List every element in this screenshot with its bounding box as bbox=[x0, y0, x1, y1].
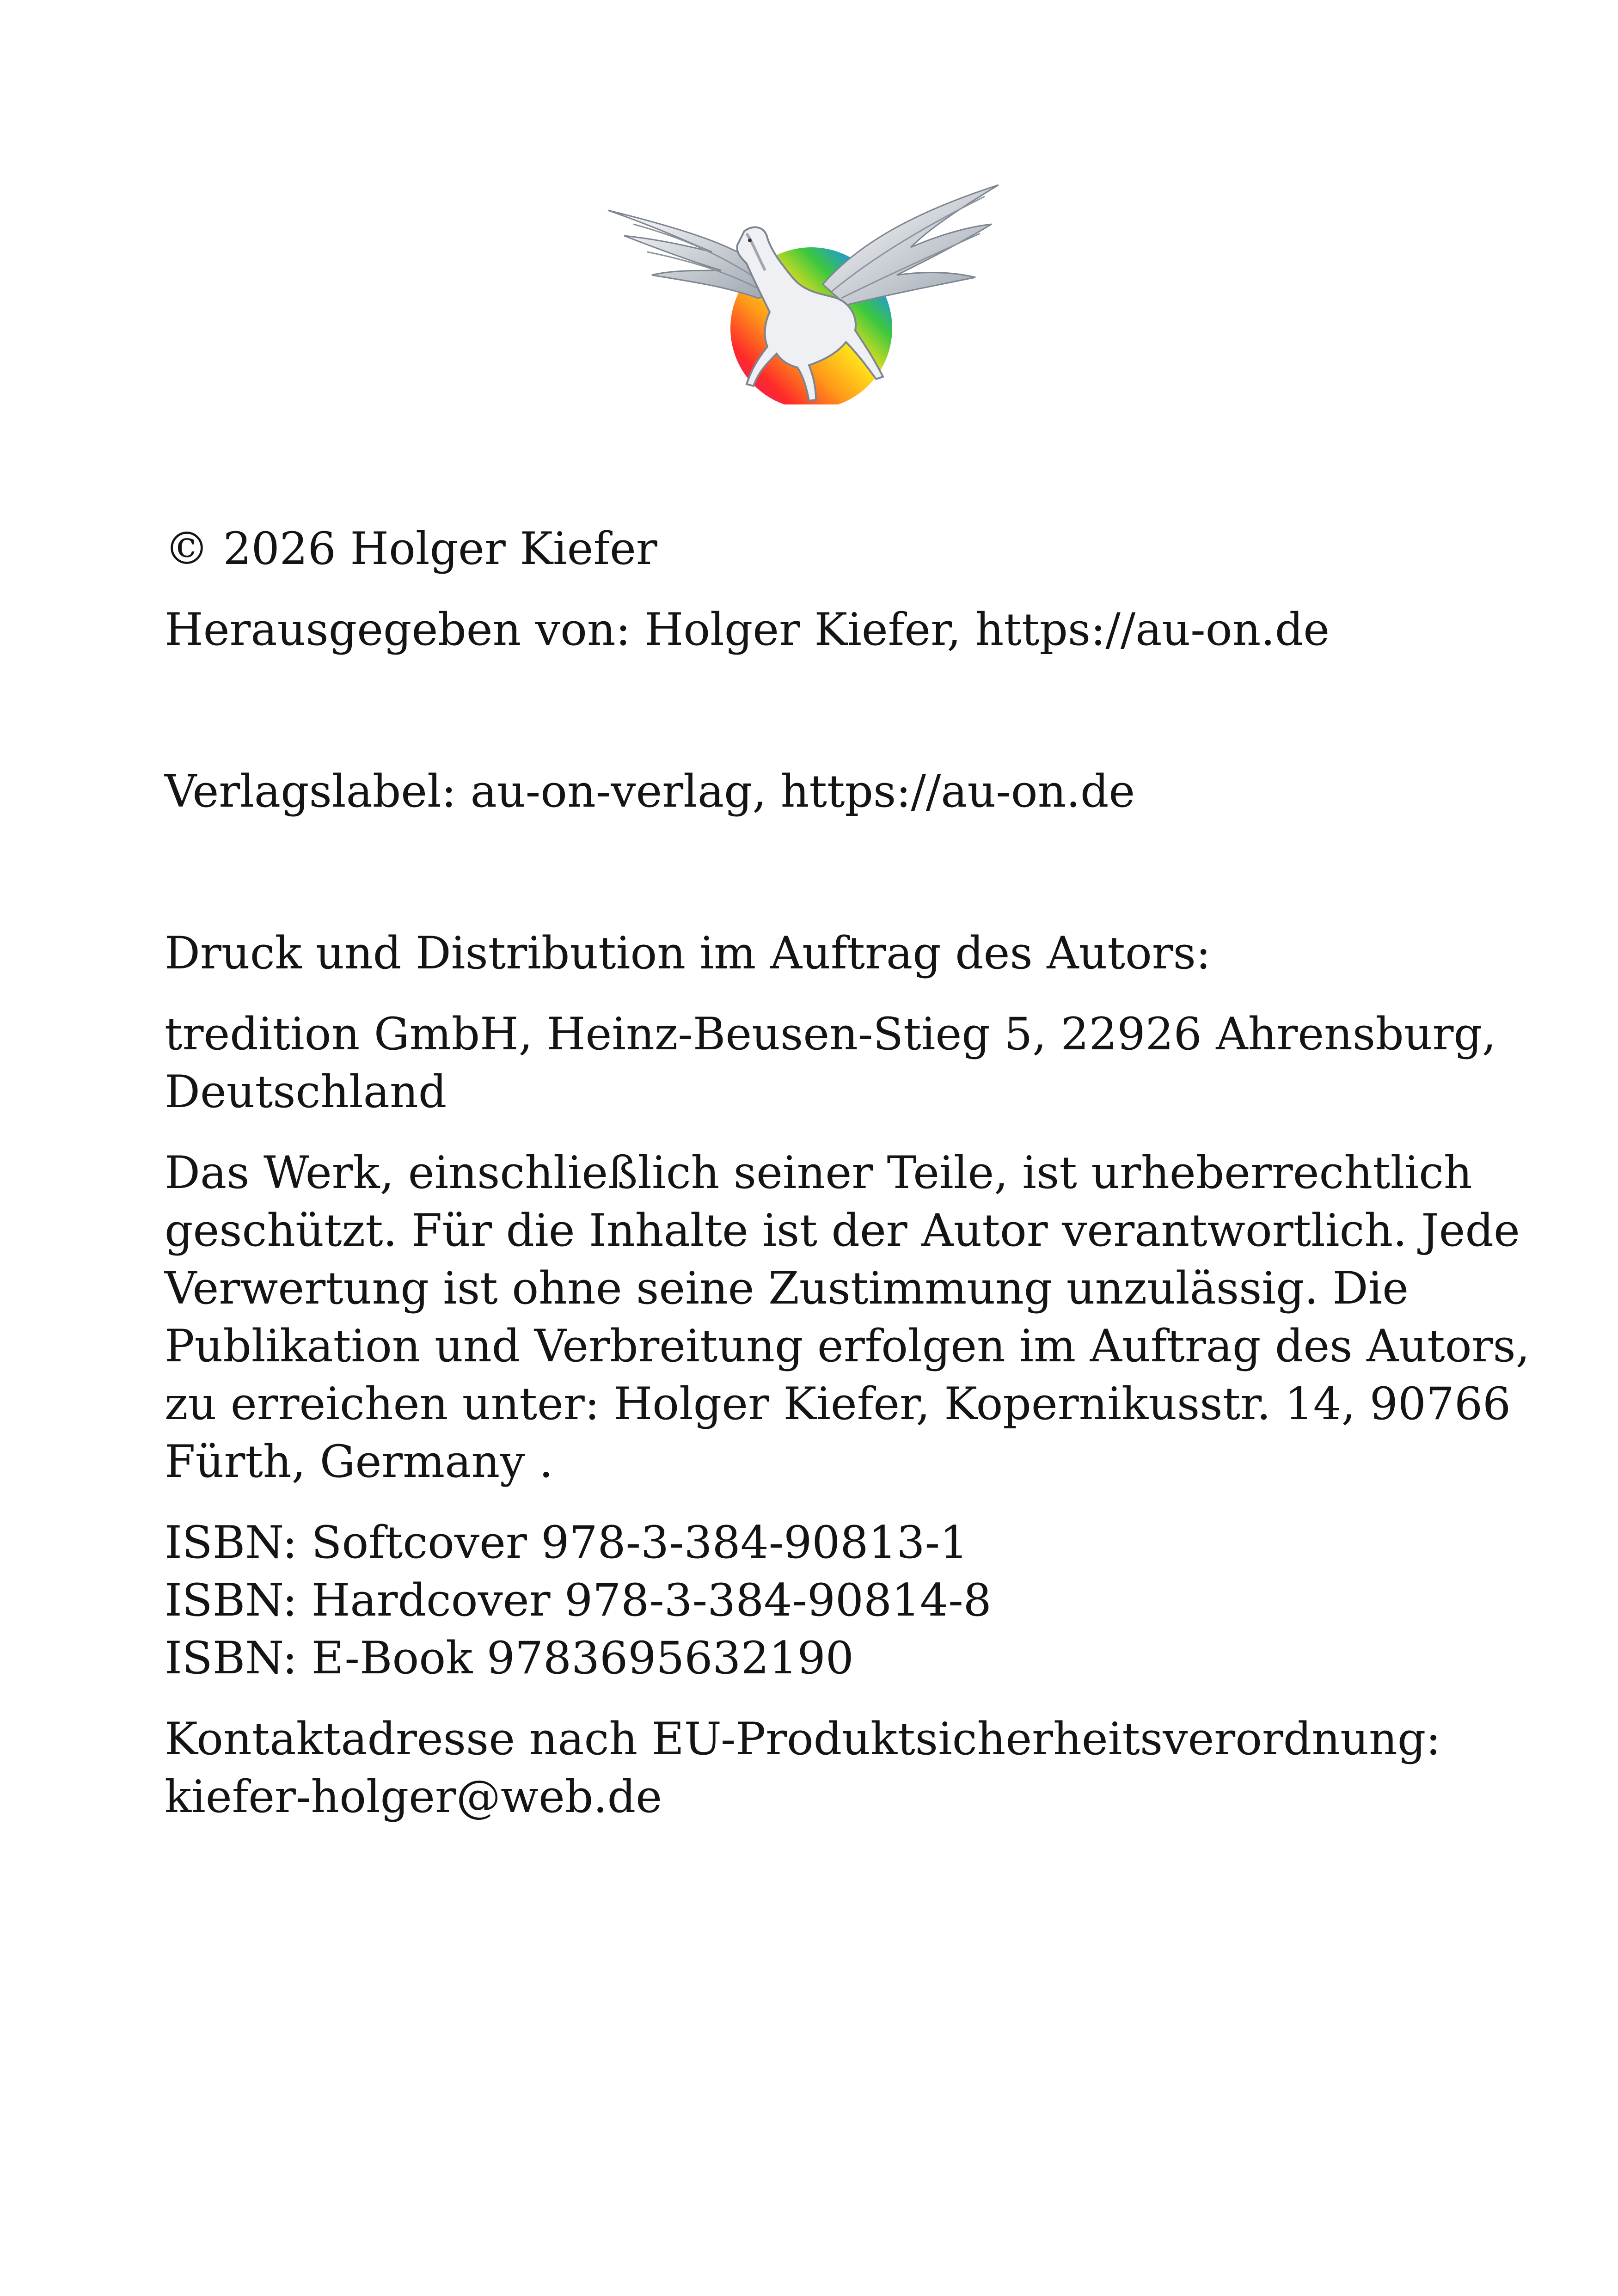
imprint-block bbox=[165, 520, 1530, 1826]
rights-notice-line: zu erreichen unter: Holger Kiefer, Kopernikusstr. 14, 90766 bbox=[165, 1378, 1511, 1430]
printer-address-line: Deutschland bbox=[165, 1066, 447, 1118]
rights-notice-line: Verwertung ist ohne seine Zustimmung unzulässig. Die bbox=[165, 1262, 1409, 1314]
contact-heading: Kontaktadresse nach EU-Produktsicherheitsverordnung: bbox=[165, 1713, 1441, 1765]
contact-email: kiefer-holger@web.de bbox=[165, 1771, 662, 1823]
print-heading: Druck und Distribution im Auftrag des Autors: bbox=[165, 927, 1211, 979]
rights-notice bbox=[165, 1144, 1530, 1491]
pegasus-rainbow-icon bbox=[606, 183, 999, 404]
printer-address bbox=[165, 1005, 1496, 1121]
rights-notice-line: Fürth, Germany . bbox=[165, 1436, 553, 1488]
rights-notice-line: Das Werk, einschließlich seiner Teile, ist urheberrechtlich bbox=[165, 1147, 1472, 1199]
isbn-softcover: ISBN: Softcover 978-3-384-90813-1 bbox=[165, 1517, 968, 1568]
isbn-hardcover: ISBN: Hardcover 978-3-384-90814-8 bbox=[165, 1574, 992, 1626]
printer-address-line: tredition GmbH, Heinz-Beusen-Stieg 5, 22926 Ahrensburg, bbox=[165, 1008, 1496, 1060]
copyright-line: © 2026 Holger Kiefer bbox=[165, 523, 657, 575]
rights-notice-line: Publikation und Verbreitung erfolgen im Auftrag des Autors, bbox=[165, 1320, 1530, 1372]
rights-notice-line: geschützt. Für die Inhalte ist der Autor verantwortlich. Jede bbox=[165, 1205, 1520, 1256]
publisher-line: Herausgegeben von: Holger Kiefer, https://au-on.de bbox=[165, 604, 1330, 655]
contact-block bbox=[165, 1710, 1482, 1826]
publisher-label-line: Verlagslabel: au-on-verlag, https://au-on.de bbox=[165, 765, 1135, 817]
isbn-ebook: ISBN: E-Book 9783695632190 bbox=[165, 1632, 854, 1684]
isbn-list bbox=[165, 1514, 1482, 1687]
